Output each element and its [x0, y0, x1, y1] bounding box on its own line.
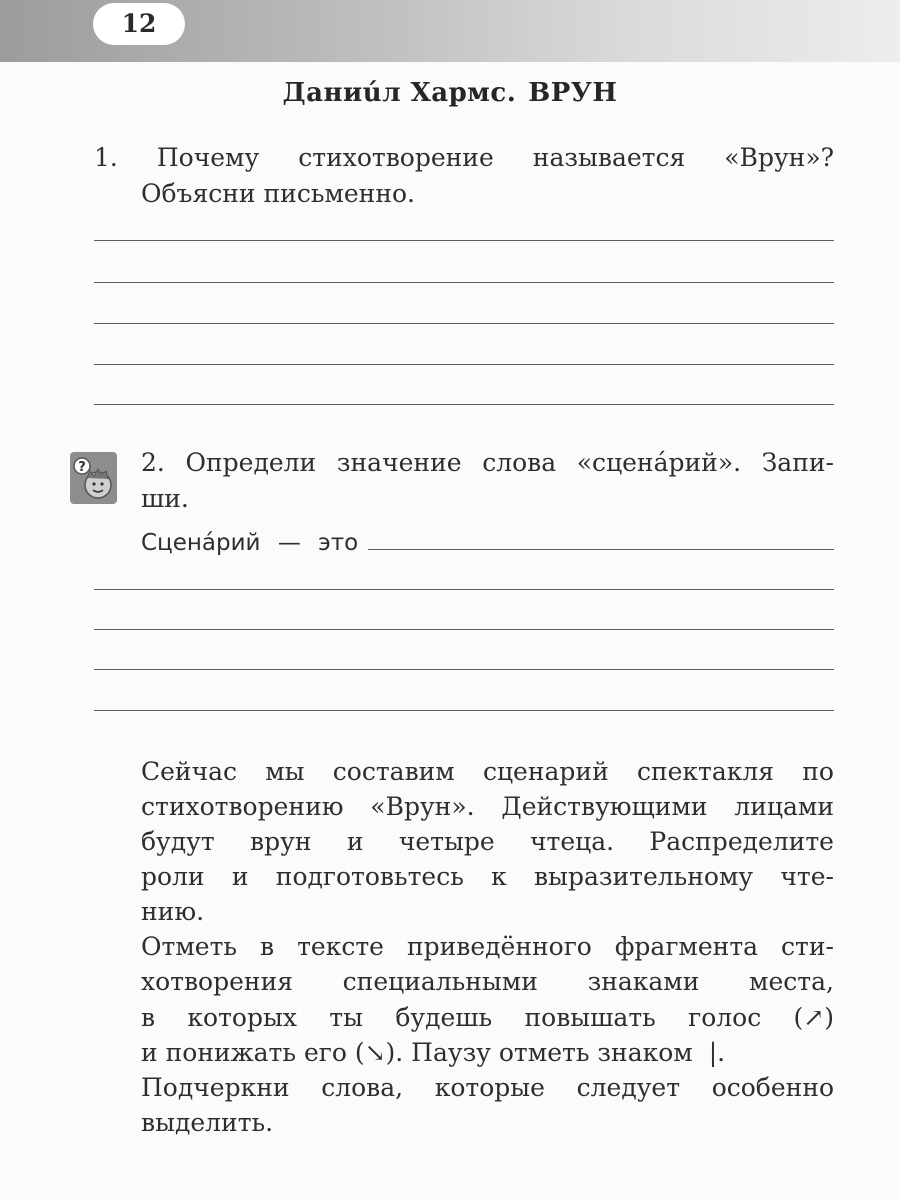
paragraph1-line5: нию. [141, 897, 205, 926]
answer-line[interactable] [368, 549, 834, 550]
word: лицами [734, 792, 835, 821]
word: и [346, 827, 364, 856]
answer-line[interactable] [94, 710, 834, 711]
word: фрагмента [614, 932, 759, 961]
answer-line[interactable] [94, 323, 834, 324]
answer-line[interactable] [94, 364, 834, 365]
word: значение [336, 448, 462, 477]
word: чте- [780, 862, 834, 891]
definition-prompt [141, 530, 358, 556]
question-boy-icon [70, 452, 117, 504]
answer-line[interactable] [94, 282, 834, 283]
page-title [0, 78, 900, 108]
word: Отметь [141, 932, 238, 961]
word: составим [332, 757, 455, 786]
word: мы [265, 757, 305, 786]
word: будут [141, 827, 215, 856]
word: тексте [297, 932, 384, 961]
question1-line2: Объясни письменно. [141, 179, 415, 208]
question-number: 2. [141, 448, 165, 477]
word: в [141, 1003, 156, 1032]
rising-intonation-mark: (↗) [793, 1003, 834, 1032]
word: подготовьтесь [275, 862, 464, 891]
word: стихотворению [141, 792, 344, 821]
answer-line[interactable] [94, 669, 834, 670]
word: и [231, 862, 249, 891]
answer-line[interactable] [94, 240, 834, 241]
word: Распределите [649, 827, 834, 856]
answer-line[interactable] [94, 404, 834, 405]
word: Сейчас [141, 757, 238, 786]
paragraph2-line2 [141, 967, 834, 996]
question2-line1 [141, 448, 834, 477]
word: спектакля [636, 757, 775, 786]
question2-line2: ши. [141, 484, 189, 513]
word: выразительному [533, 862, 754, 891]
word: будешь [395, 1003, 493, 1032]
word: роли [141, 862, 205, 891]
paragraph2-line1 [141, 932, 834, 961]
word: повышать [524, 1003, 656, 1032]
word: в [260, 932, 275, 961]
word: чтеца. [530, 827, 615, 856]
word: Подчеркни [141, 1073, 290, 1102]
word: «Врун». [370, 792, 475, 821]
word: называется [532, 143, 686, 172]
word: особенно [711, 1073, 835, 1102]
word: по [802, 757, 834, 786]
word: четыре [398, 827, 495, 856]
question1-line1 [94, 143, 834, 172]
word: которые [434, 1073, 545, 1102]
word: сценарий [482, 757, 609, 786]
word: Запи- [761, 448, 834, 477]
title-author: Даниúл Хармс. [282, 78, 517, 108]
word: врун [250, 827, 312, 856]
word: сти- [781, 932, 834, 961]
paragraph1-line3 [141, 827, 834, 856]
svg-text:?: ? [78, 460, 86, 475]
word: слова [482, 448, 557, 477]
paragraph1-line1 [141, 757, 834, 786]
word: знаками [587, 967, 700, 996]
word: специальными [342, 967, 538, 996]
page-number: 12 [93, 3, 185, 45]
word: места, [749, 967, 834, 996]
word: приведённого [406, 932, 592, 961]
paragraph2-line5 [141, 1073, 834, 1102]
title-work: ВРУН [528, 78, 618, 108]
answer-line[interactable] [94, 629, 834, 630]
text-run: и понижать его (↘). Паузу отметь знаком [141, 1038, 693, 1067]
word: следует [576, 1073, 681, 1102]
word: «сценáрий». [576, 448, 742, 477]
paragraph1-line2 [141, 792, 834, 821]
paragraph1-line4 [141, 862, 834, 891]
prompt-term: Сценáрий [141, 530, 261, 556]
word: Определи [185, 448, 317, 477]
prompt-dash: — [277, 530, 301, 556]
answer-line[interactable] [94, 589, 834, 590]
prompt-word: это [318, 530, 359, 556]
word: хотворения [141, 967, 294, 996]
paragraph2-line6: выделить. [141, 1108, 274, 1137]
word: голос [688, 1003, 762, 1032]
paragraph2-line4 [141, 1038, 725, 1067]
question-number: 1. [94, 143, 118, 172]
word: к [491, 862, 507, 891]
word: слова, [321, 1073, 404, 1102]
word: стихотворение [298, 143, 494, 172]
word: Почему [156, 143, 260, 172]
word: Действующими [501, 792, 708, 821]
word: ты [329, 1003, 364, 1032]
word: «Врун»? [724, 143, 835, 172]
paragraph2-line3 [141, 1003, 834, 1032]
word: которых [187, 1003, 297, 1032]
pause-mark: |. [708, 1038, 726, 1067]
